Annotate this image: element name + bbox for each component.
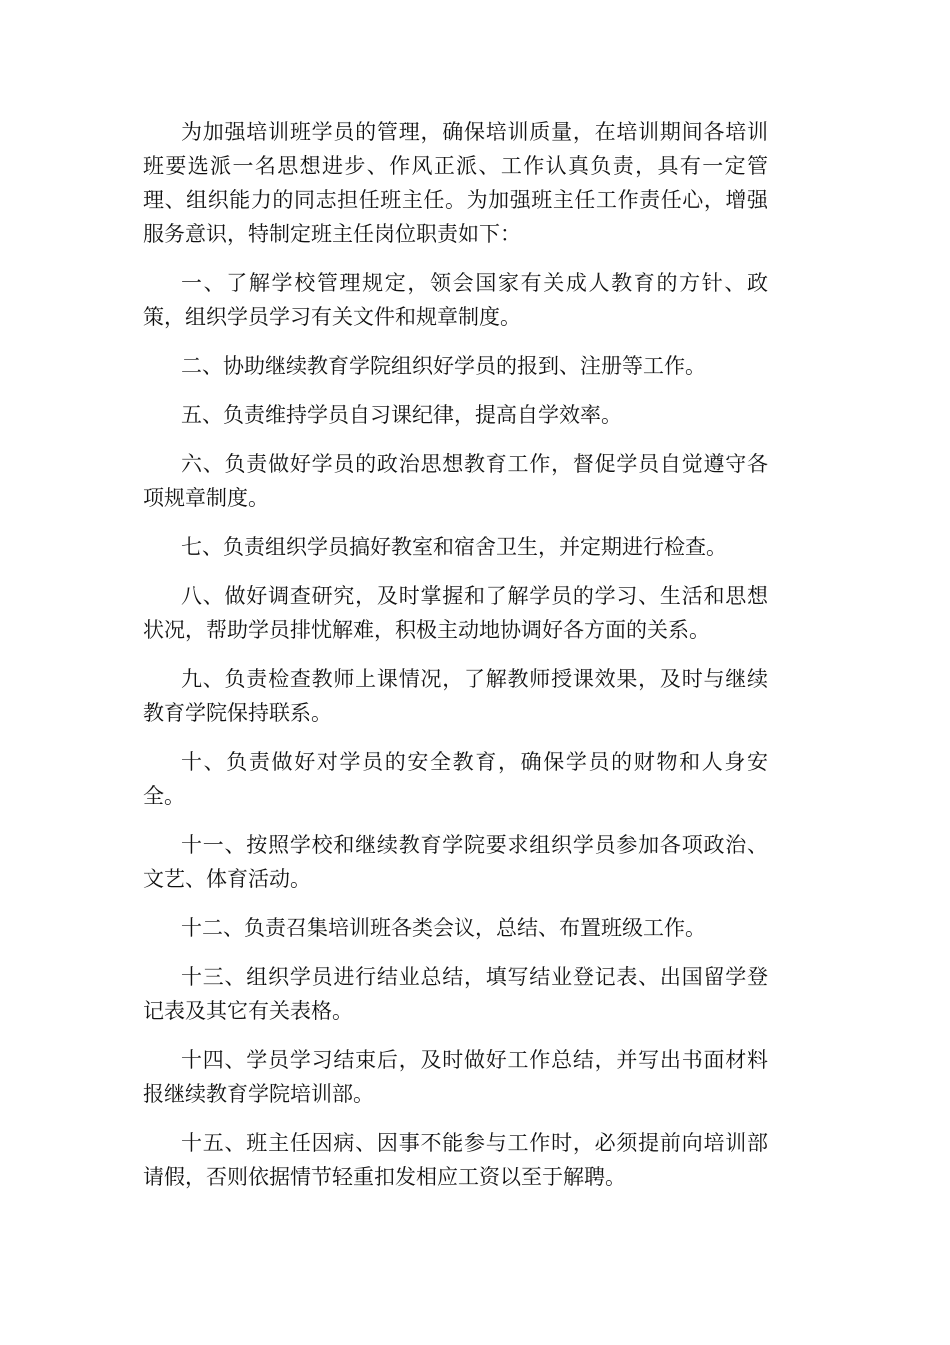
duty-item-1: 一、了解学校管理规定，领会国家有关成人教育的方针、政策，组织学员学习有关文件和规章制度。 (143, 271, 768, 329)
document-body (143, 115, 768, 1209)
duty-item-13: 十三、组织学员进行结业总结，填写结业登记表、出国留学登记表及其它有关表格。 (143, 965, 768, 1023)
duty-item-5: 五、负责维持学员自习课纪律，提高自学效率。 (181, 403, 622, 427)
duty-item-12: 十二、负责召集培训班各类会议，总结、布置班级工作。 (181, 916, 706, 940)
duty-item-15: 十五、班主任因病、因事不能参与工作时，必须提前向培训部请假，否则依据情节轻重扣发相应工资以至于解聘。 (143, 1131, 768, 1189)
duty-item-11: 十一、按照学校和继续教育学院要求组织学员参加各项政治、文艺、体育活动。 (143, 833, 768, 891)
duty-item-2: 二、协助继续教育学院组织好学员的报到、注册等工作。 (181, 354, 706, 378)
duty-item-9: 九、负责检查教师上课情况，了解教师授课效果，及时与继续教育学院保持联系。 (143, 667, 768, 725)
duty-item-6: 六、负责做好学员的政治思想教育工作，督促学员自觉遵守各项规章制度。 (143, 452, 768, 510)
duty-item-8: 八、做好调查研究，及时掌握和了解学员的学习、生活和思想状况，帮助学员排忧解难，积极主动地协调好各方面的关系。 (143, 584, 768, 642)
duty-item-10: 十、负责做好对学员的安全教育，确保学员的财物和人身安全。 (143, 750, 768, 808)
intro-paragraph: 为加强培训班学员的管理，确保培训质量，在培训期间各培训班要选派一名思想进步、作风正派、工作认真负责，具有一定管理、组织能力的同志担任班主任。为加强班主任工作责任心，增强服务意识，特制定班主任岗位职责如下： (143, 120, 768, 246)
duty-item-7: 七、负责组织学员搞好教室和宿舍卫生，并定期进行检查。 (181, 535, 727, 559)
duty-item-14: 十四、学员学习结束后，及时做好工作总结，并写出书面材料报继续教育学院培训部。 (143, 1048, 768, 1106)
